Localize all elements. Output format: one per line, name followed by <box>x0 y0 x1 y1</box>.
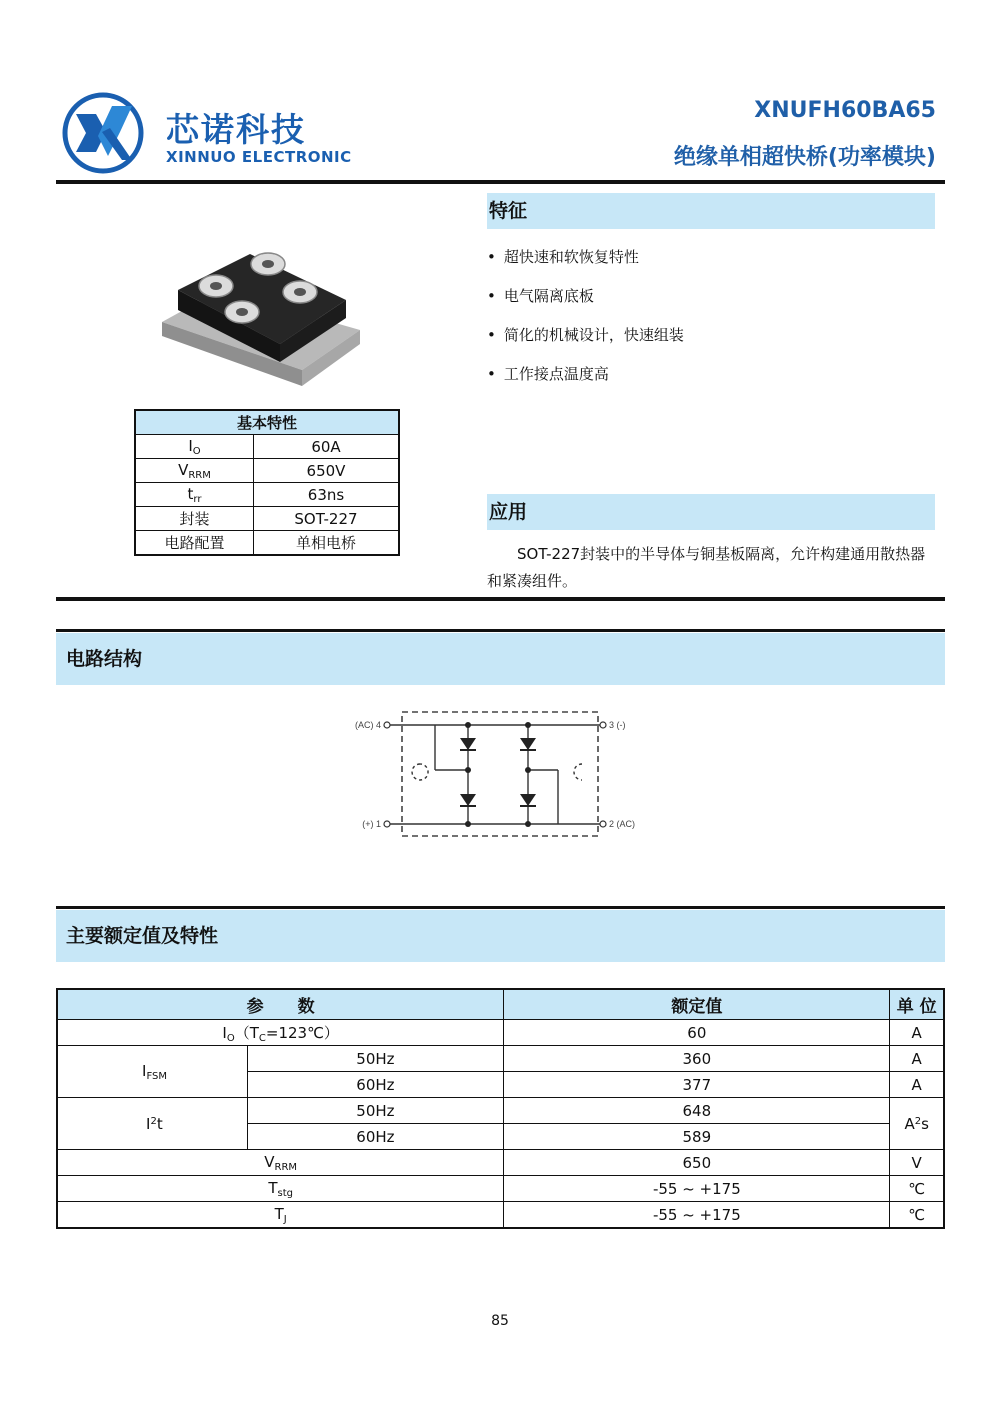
table-row: $T_{stg}$ -55 ~ +175 ℃ <box>57 1176 944 1202</box>
circuit-heading: 电路结构 <box>56 633 945 685</box>
feature-item: • 电气隔离底板 <box>487 285 684 324</box>
feature-list <box>487 246 684 402</box>
pin-3-label: 3 (-) <box>609 720 626 730</box>
header-rule <box>56 180 945 184</box>
table-row: $t_{rr}$ 63ns <box>135 483 399 507</box>
product-subtitle: 绝缘单相超快桥(功率模块) <box>673 145 936 170</box>
application-heading: 应用 <box>487 494 935 530</box>
section-rule <box>56 597 945 601</box>
ratings-heading: 主要额定值及特性 <box>56 910 945 962</box>
table-row: $I_O(T_C=123℃)$ 60 A <box>57 1020 944 1046</box>
feature-item: • 简化的机械设计，快速组装 <box>487 324 684 363</box>
feature-item: • 工作接点温度高 <box>487 363 684 402</box>
ratings-table <box>56 988 945 1229</box>
basic-table-title: 基本特性 <box>135 410 399 435</box>
table-row: $I_{FSM}$ 50Hz 360 A <box>57 1046 944 1072</box>
pin-2-label: 2 (AC) <box>609 819 636 829</box>
company-name-en: XINNUO ELECTRONIC <box>166 148 352 166</box>
basic-characteristics-table <box>134 409 400 556</box>
table-row: 电路配置 单相电桥 <box>135 531 399 556</box>
company-logo-icon <box>62 92 144 174</box>
application-text: SOT-227封装中的半导体与铜基板隔离，允许构建通用散热器和紧凑组件。 <box>487 545 926 590</box>
bridge-circuit-diagram <box>340 706 660 846</box>
section-rule <box>56 906 945 909</box>
pin-4-label: (AC) 4 <box>354 720 381 730</box>
pin-1-label: (+) 1 <box>362 819 381 829</box>
module-photo <box>160 250 362 390</box>
table-row: $V_{RRM}$ 650V <box>135 459 399 483</box>
table-row: $I_O$ 60A <box>135 435 399 459</box>
table-row: $V_{RRM}$ 650 V <box>57 1150 944 1176</box>
table-row: $T_J$ -55 ~ +175 ℃ <box>57 1202 944 1229</box>
part-number: XNUFH60BA65 <box>754 98 936 123</box>
feature-item: • 超快速和软恢复特性 <box>487 246 684 285</box>
company-name-cn: 芯诺科技 <box>166 110 306 149</box>
section-rule <box>56 629 945 632</box>
table-row: 封装 SOT-227 <box>135 507 399 531</box>
table-header-row: 参 数 额定值 单 位 <box>57 989 944 1020</box>
table-row: 60Hz 589 <box>57 1124 944 1150</box>
table-row: 60Hz 377 A <box>57 1072 944 1098</box>
page-number: 85 <box>491 1313 509 1329</box>
table-row: $I^2t$ 50Hz 648 $A^2s$ <box>57 1098 944 1124</box>
features-heading: 特征 <box>487 193 935 229</box>
